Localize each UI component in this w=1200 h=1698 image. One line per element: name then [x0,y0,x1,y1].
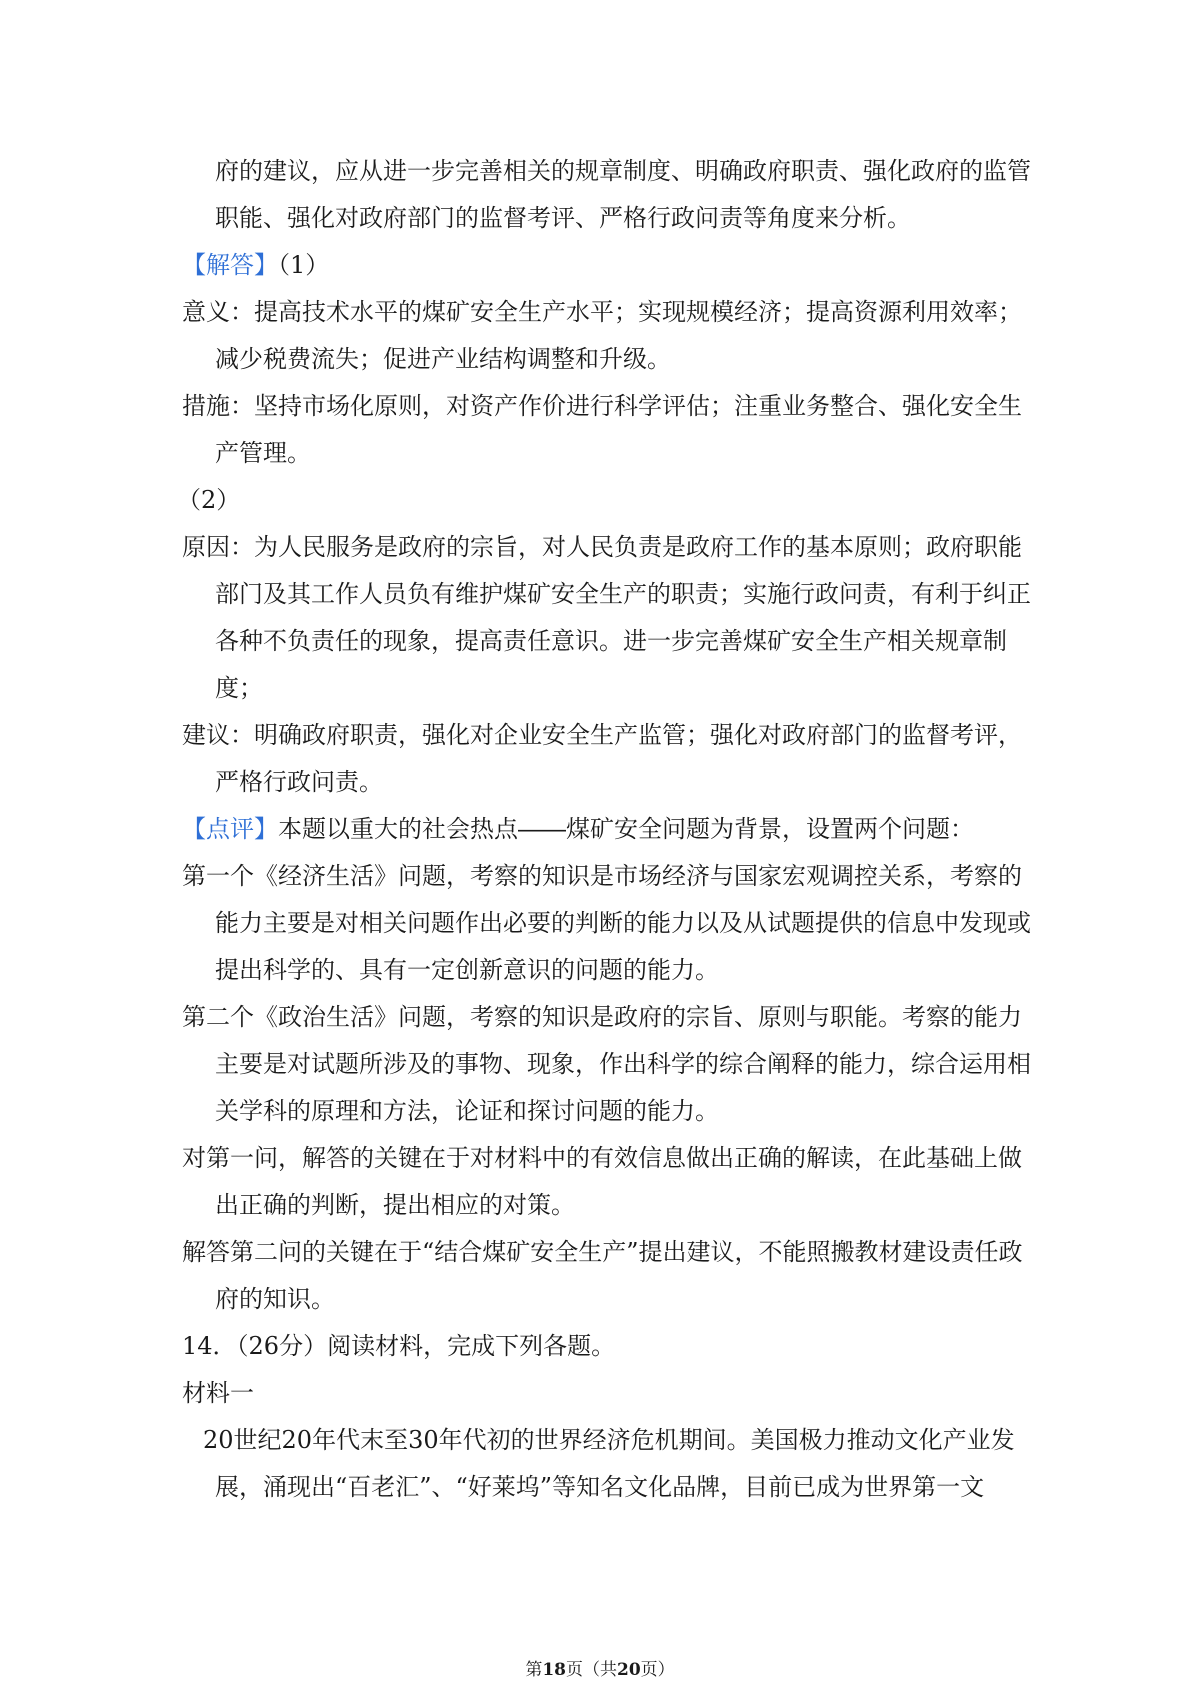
answer-tag: 【解答】 [182,251,278,279]
paragraph-second-key: 解答第二问的关键在于“结合煤矿安全生产”提出建议，不能照搬教材建设责任政府的知识。 [182,1238,1023,1313]
paragraph-analysis-continuation: 府的建议，应从进一步完善相关的规章制度、明确政府职责、强化政府的监管职能、强化对政府部门的监督考评、严格行政问责等角度来分析。 [215,157,1031,232]
paragraph-answer-heading: 【解答】（1） [182,251,330,279]
paragraph-comment-heading: 【点评】本题以重大的社会热点――煤矿安全问题为背景，设置两个问题： [182,815,974,843]
comment-tag: 【点评】 [182,815,278,843]
total-page-number: 20 [617,1660,641,1680]
paragraph-suggestions: 建议：明确政府职责，强化对企业安全生产监管；强化对政府部门的监督考评，严格行政问责。 [182,721,1022,796]
material-one-label: 材料一 [182,1379,254,1407]
paragraph-first-question: 第一个《经济生活》问题，考察的知识是市场经济与国家宏观调控关系，考察的能力主要是对相关问题作出必要的判断的能力以及从试题提供的信息中发现或提出科学的、具有一定创新意识的问题的能力。 [182,862,1031,984]
current-page-number: 18 [542,1660,566,1680]
paragraph-measures: 措施：坚持市场化原则，对资产作价进行科学评估；注重业务整合、强化安全生产管理。 [182,392,1022,467]
material-one-text: 20世纪20年代末至30年代初的世界经济危机期间。美国极力推动文化产业发展，涌现出“百老汇”、“好莱坞”等知名文化品牌，目前已成为世界第一文 [203,1426,1015,1501]
paragraph-second-question: 第二个《政治生活》问题，考察的知识是政府的宗旨、原则与职能。考察的能力主要是对试题所涉及的事物、现象，作出科学的综合阐释的能力，综合运用相关学科的原理和方法，论证和探讨问题的能力。 [182,1003,1031,1125]
page-footer: 第18页（共20页） [525,1660,675,1680]
paragraph-significance: 意义：提高技术水平的煤矿安全生产水平；实现规模经济；提高资源利用效率；减少税费流失；促进产业结构调整和升级。 [182,298,1022,373]
paragraph-first-key: 对第一问，解答的关键在于对材料中的有效信息做出正确的解读，在此基础上做出正确的判断，提出相应的对策。 [182,1144,1022,1219]
paragraph-part-2: （2） [177,486,241,514]
paragraph-reasons: 原因：为人民服务是政府的宗旨，对人民负责是政府工作的基本原则；政府职能部门及其工作人员负有维护煤矿安全生产的职责；实施行政问责，有利于纠正各种不负责任的现象，提高责任意识。进一步完善煤矿安全生产相关规章制度； [182,533,1031,702]
page-body [177,148,1032,1511]
question-14-heading: 14．（26分）阅读材料，完成下列各题。 [182,1332,616,1360]
